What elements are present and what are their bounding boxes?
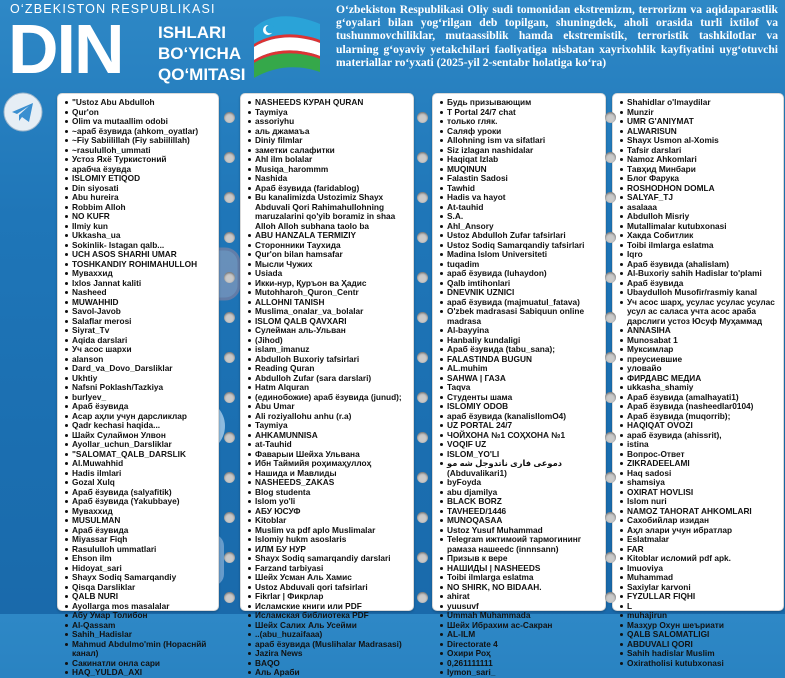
list-item: Икки-нур, Қуръон ва Ҳадис — [247, 279, 411, 289]
list-item: Directorate 4 — [439, 640, 603, 650]
list-item: S.A. — [439, 212, 603, 222]
binding-ring — [605, 592, 616, 603]
list-item: Sokinlik- Istagan qalb... — [64, 241, 216, 251]
list-item: Allohning ism va sifatlari — [439, 136, 603, 146]
list-item: Ustoz Abdulloh Zufar tafsirlari — [439, 231, 603, 241]
list-item: Haq sadosi — [619, 469, 781, 479]
list-item: ISLOM QALB QAVXARI — [247, 317, 411, 327]
list-item: yuusuvf — [439, 602, 603, 612]
flag-icon — [246, 6, 326, 80]
binding-ring — [605, 312, 616, 323]
list-item: Хакда Собитлик — [619, 231, 781, 241]
binding-ring — [605, 432, 616, 443]
list-item: ИЛМ БУ НУР — [247, 545, 411, 555]
list-item: Ayollarga mos masalalar — [64, 602, 216, 612]
list-item: Al-Qassam — [64, 621, 216, 631]
list-item: Араб ёзувида (muqorrib); — [619, 412, 781, 422]
binding-ring — [224, 392, 235, 403]
list-item: Toibi ilmlarga eslatma — [619, 241, 781, 251]
list-item: Al-Buxoriy sahih Hadislar to'plami — [619, 269, 781, 279]
list-item: Abdulloh Zufar (sara darslari) — [247, 374, 411, 384]
list-item: istina — [619, 440, 781, 450]
list-item: (единобожие) араб ёзувида (junud); — [247, 393, 411, 403]
list-item: NO SHIRK, NO BIDAAH. — [439, 583, 603, 593]
list-item: UCH ASOS SHARHI UMAR — [64, 250, 216, 260]
list-item: Исламские книги или PDF — [247, 602, 411, 612]
list-item: Блог Фарука — [619, 174, 781, 184]
list-item: Араб ёзувида (Yakubbaye) — [64, 497, 216, 507]
binding-ring — [224, 272, 235, 283]
binding-ring — [224, 592, 235, 603]
list-item: MUSULMAN — [64, 516, 216, 526]
list-item: AL-ILM — [439, 630, 603, 640]
list-item: ALLOHNI TANISH — [247, 298, 411, 308]
list-item: TOSHKANDIY ROHIMAHULLOH — [64, 260, 216, 270]
list-item: islam_imanuz — [247, 345, 411, 355]
list-item: Salaflar merosi — [64, 317, 216, 327]
list-item: аль джамаъа — [247, 127, 411, 137]
binding-ring — [417, 392, 428, 403]
binding-ring — [417, 432, 428, 443]
list-item: Nasheed — [64, 288, 216, 298]
list-item: Сахобийлар изидан — [619, 516, 781, 526]
logo-top-text: O‘ZBEKISTON RESPUBLIKASI — [10, 2, 216, 16]
list-item: Savol-Javob — [64, 307, 216, 317]
list-item: ZIKRADEELAMI — [619, 459, 781, 469]
list-item: Ahl ilm bolalar — [247, 155, 411, 165]
list-item: HAQIQAT OVOZI — [619, 421, 781, 431]
list-item: Kitoblar — [247, 516, 411, 526]
list-item: Ubaydulloh Musofir/rasmiy kanal — [619, 288, 781, 298]
binding-ring — [417, 472, 428, 483]
list-item: Shahidlar o'lmaydilar — [619, 98, 781, 108]
list-item: Bu kanalimizda Ustozimiz Shayx Abduvali Qori Rahimahullohning maruzalarini qo'yib boramiz in shaa Alloh Alloh subhana taolo ba — [247, 193, 411, 231]
list-column-3 — [432, 93, 606, 677]
binding-ring — [224, 472, 235, 483]
list-item: преусиевшие — [619, 355, 781, 365]
list-item: Kitoblar исломий pdf apk. — [619, 554, 781, 564]
list-item: Ustoz Sodiq Samarqandiy tafsirlari — [439, 241, 603, 251]
list-item: Ixlos Jannat kaliti — [64, 279, 216, 289]
list-item: Будь призывающим — [439, 98, 603, 108]
list-item: BAQO — [247, 659, 411, 669]
list-item: Falastin Sadosi — [439, 174, 603, 184]
list-item: Mahmud Abdulmo'min (Нораснйй канал) — [64, 640, 216, 659]
binding-ring — [417, 152, 428, 163]
binding-ring — [224, 352, 235, 363]
list-item: Араб ёзувида — [619, 279, 781, 289]
list-item: заметки салафитки — [247, 146, 411, 156]
list-item: Фаварыи Шейха Ульвана — [247, 450, 411, 460]
list-item: DNEVNIK UZNICI — [439, 288, 603, 298]
list-item: Ибн Таймийя роҳимаҳуллоҳ — [247, 459, 411, 469]
list-item: Din siyosati — [64, 184, 216, 194]
list-item: Ummah Muhammada — [439, 611, 603, 621]
list-item: Тавҳид Минбари — [619, 165, 781, 175]
list-item: Араб ёзувида (ahalislam) — [619, 260, 781, 270]
binding-ring — [417, 592, 428, 603]
list-item: assoriyhu — [247, 117, 411, 127]
list-item: Сулейман аль-Ульван — [247, 326, 411, 336]
list-item: NO KUFR — [64, 212, 216, 222]
list-item: Tawhid — [439, 184, 603, 194]
binding-ring — [605, 232, 616, 243]
list-item: MUQINUN — [439, 165, 603, 175]
list-item: араб ёзувида (kanalisIlomO4) — [439, 412, 603, 422]
list-item: Hanbaliy kundaligi — [439, 336, 603, 346]
list-item: Munzir — [619, 108, 781, 118]
list-item: араб ёзувида (luhaydon) — [439, 269, 603, 279]
binding-ring — [224, 552, 235, 563]
binding-ring — [224, 432, 235, 443]
list-item: Abdulloh Buxoriy tafsirlari — [247, 355, 411, 365]
list-item: Нашида и Мавлиды — [247, 469, 411, 479]
list-item: O'zbek madrasasi Sabiquun online madrasa — [439, 307, 603, 326]
list-item: Араб ёзувида — [64, 526, 216, 536]
list-item: AHKAMUNNISA — [247, 431, 411, 441]
list-item: Уч асос шарҳ, усулас усулас усулас усул ас саласа учта асос араба дарслиги устоз Юсуф Муҳаммад — [619, 298, 781, 327]
list-item: burlyev_ — [64, 393, 216, 403]
list-item: NASHEEDS КУРАН QURAN — [247, 98, 411, 108]
list-item: Olim va mutaallim odobi — [64, 117, 216, 127]
list-item: FYZULLAR FIQHI — [619, 592, 781, 602]
list-item: только гляк. — [439, 117, 603, 127]
list-item: Islom nuri — [619, 497, 781, 507]
list-item: Taymiya — [247, 421, 411, 431]
binding-ring — [605, 552, 616, 563]
list-item: Madina Islom Universiteti — [439, 250, 603, 260]
list-item: Ukkasha_ua — [64, 231, 216, 241]
list-item: Студенты шама — [439, 393, 603, 403]
list-item: Ilmiy kun — [64, 222, 216, 232]
header-text: O‘zbekiston Respublikasi Oliy sudi tomonidan ekstremizm, terrorizm va aqidaparastlik g‘oyalari bilan yog‘rilgan deb topilgan, shuningdek, aholi orasida turli ixtilof va tushunmovchiliklar, mutaassiblik hamda ekstremistik, terroristik tashkilotlar va ularning g‘oyaviy yetakchilari faoliyatiga nisbatan xayrixohlik kayfiyatini uyg‘otuvchi materiallar ro‘yxati (2025-yil 2-sentabr holatiga ko‘ra) — [336, 3, 778, 69]
list-item: BLACK BORZ — [439, 497, 603, 507]
list-item: Shayx Sodiq samarqandiy darslari — [247, 554, 411, 564]
list-item: ЧОЙХОНА №1 СОҲХОНА №1 — [439, 431, 603, 441]
list-column-4 — [612, 93, 784, 668]
list-item: MUWAHHID — [64, 298, 216, 308]
list-item: Hidoyat_sari — [64, 564, 216, 574]
list-item: уловайо — [619, 364, 781, 374]
list-item: Eslatmalar — [619, 535, 781, 545]
list-item: Robbim Alloh — [64, 203, 216, 213]
list-item: Араб ёзувида — [64, 402, 216, 412]
list-item: Шейх Ибрахим ас-Сакран — [439, 621, 603, 631]
list-item: Мысли Чужих — [247, 260, 411, 270]
binding-ring — [417, 272, 428, 283]
list-item: ABDUVALI QORI — [619, 640, 781, 650]
list-item: Diniy filmlar — [247, 136, 411, 146]
list-item: Муксимлар — [619, 345, 781, 355]
list-item: араб ёзувида (Muslihalar Madrasasi) — [247, 640, 411, 650]
list-item: Aqida darslari — [64, 336, 216, 346]
list-item: Мазҳур Охун шеъриати — [619, 621, 781, 631]
list-item: shamsiya — [619, 478, 781, 488]
list-item: NAMOZ TAHORAT AHKOMLARI — [619, 507, 781, 517]
list-item: Muslim va pdf aplo Muslimalar — [247, 526, 411, 536]
list-item: Saxiylar karvoni — [619, 583, 781, 593]
binding-ring — [224, 232, 235, 243]
list-item: Haqiqat Izlab — [439, 155, 603, 165]
list-item: Sahih hadislar Muslim — [619, 649, 781, 659]
list-item: Hadis ilmlari — [64, 469, 216, 479]
list-column-2 — [240, 93, 414, 677]
list-item: Мувахxид — [64, 507, 216, 517]
binding-ring — [605, 272, 616, 283]
list-item: ROSHODHON DOMLA — [619, 184, 781, 194]
list-item: (Jihod) — [247, 336, 411, 346]
list-item: ~Fiy Sabiilillah (Fiy sabiilillah) — [64, 136, 216, 146]
list-item: Nafsni Poklash/Tazkiya — [64, 383, 216, 393]
list-item: Асар аҳли учун дарсликлар — [64, 412, 216, 422]
list-item: UZ PORTAL 24/7 — [439, 421, 603, 431]
list-item: Саляф уроки — [439, 127, 603, 137]
list-item: Dard_va_Dovo_Darsliklar — [64, 364, 216, 374]
list-item: OXIRAT HOVLISI — [619, 488, 781, 498]
binding-ring — [417, 232, 428, 243]
list-item: Sahih_Hadislar — [64, 630, 216, 640]
list-item: Nashida — [247, 174, 411, 184]
binding-ring — [224, 112, 235, 123]
list-item: Аҳл элари учун ибратлар — [619, 526, 781, 536]
list-item: араб ёзувида (majmuatul_fatava) — [439, 298, 603, 308]
list-item: Аль Араби — [247, 668, 411, 678]
list-item: Ahl_Ansory — [439, 222, 603, 232]
list-item: Taymiya — [247, 108, 411, 118]
list-item: ISLOMIY ETIQOD — [64, 174, 216, 184]
list-item: SAHWA | ГАЗА — [439, 374, 603, 384]
list-item: AL.muhim — [439, 364, 603, 374]
list-item: Abu Umar — [247, 402, 411, 412]
list-item: ALWARISUN — [619, 127, 781, 137]
list-item: Usiada — [247, 269, 411, 279]
list-item: Qalb imtihonlari — [439, 279, 603, 289]
list-item: Telegram ижтимоий тармогининг рамаза нашееdс (innnsann) — [439, 535, 603, 554]
list-item: SALYAF_TJ — [619, 193, 781, 203]
list-item: Al-bayyina — [439, 326, 603, 336]
list-item: Gozal Xulq — [64, 478, 216, 488]
binding-ring — [224, 512, 235, 523]
list-item: Toibi ilmlarga eslatma — [439, 573, 603, 583]
list-item: Qadr kechasi haqida... — [64, 421, 216, 431]
list-item: FAR — [619, 545, 781, 555]
list-item: "Ustoz Abu Abdulloh — [64, 98, 216, 108]
binding-ring — [417, 352, 428, 363]
list-item: Muhammad — [619, 573, 781, 583]
list-item: UMR G'ANIYMAT — [619, 117, 781, 127]
list-item: Мувахxид — [64, 269, 216, 279]
binding-ring — [224, 152, 235, 163]
list-item: ukkasha_shamiy — [619, 383, 781, 393]
list-item: VOQIF UZ — [439, 440, 603, 450]
list-item: Namoz Ahkomlari — [619, 155, 781, 165]
list-item: ISLOMIY ODOB — [439, 402, 603, 412]
logo-line-1: ISHLARI — [158, 23, 226, 42]
binding-ring — [605, 152, 616, 163]
list-item: Al.Muwahhid — [64, 459, 216, 469]
list-item: Араб ёзувида (amalhayati1) — [619, 393, 781, 403]
binding-ring — [417, 192, 428, 203]
list-item: араб ёзувида (ahissrit), — [619, 431, 781, 441]
list-item: L — [619, 602, 781, 612]
list-item: Reading Quran — [247, 364, 411, 374]
list-item: FALASTINDA BUGUN — [439, 355, 603, 365]
list-item: ABU HANZALA TERMIZIY — [247, 231, 411, 241]
list-item: muhajirun — [619, 611, 781, 621]
list-item: Шейх Усман Аль Хамис — [247, 573, 411, 583]
list-item: QALB NURI — [64, 592, 216, 602]
logo — [6, 2, 336, 90]
list-item: НАШИДЫ | NASHEEDS — [439, 564, 603, 574]
list-item: Miyassar Fiqh — [64, 535, 216, 545]
list-item: Ali roziyallohu anhu (r.a) — [247, 412, 411, 422]
list-item: Араб ёзувида (nasheedlar0104) — [619, 402, 781, 412]
list-item: Qisqa Darsliklar — [64, 583, 216, 593]
list-item: Араб ёзувида (tabu_sana); — [439, 345, 603, 355]
binding-ring — [417, 552, 428, 563]
list-item: Mutohharoh_Quron_Centr — [247, 288, 411, 298]
binding-ring — [224, 312, 235, 323]
list-column-1 — [57, 93, 219, 677]
list-item: Араб ёзувида (salyafitik) — [64, 488, 216, 498]
list-item: Араб ёзувида (faridablog) — [247, 184, 411, 194]
list-item: T Portal 24/7 chat — [439, 108, 603, 118]
list-item: Mutallimalar kutubxonasi — [619, 222, 781, 232]
list-item: Tafsir darslari — [619, 146, 781, 156]
list-item: Abdulloh Misriy — [619, 212, 781, 222]
list-item: Шайх Сулаймон Улвон — [64, 431, 216, 441]
list-item: Ukhtiy — [64, 374, 216, 384]
list-item: Islom yo'li — [247, 497, 411, 507]
binding-ring — [224, 192, 235, 203]
list-item: Siz izlagan nashidalar — [439, 146, 603, 156]
list-item: Устоз Яхё Туркистоний — [64, 155, 216, 165]
list-item: alanson — [64, 355, 216, 365]
list-item: Imuoviya — [619, 564, 781, 574]
binding-ring — [605, 392, 616, 403]
list-item: Fikrlar | Фикрлар — [247, 592, 411, 602]
list-item: Iymon_sari_ — [439, 668, 603, 678]
list-item: Ehson ilm — [64, 554, 216, 564]
list-item: Уч асос шархи — [64, 345, 216, 355]
list-item: MUNOQASAA — [439, 516, 603, 526]
list-item: tuqadim — [439, 260, 603, 270]
list-item: Шейх Салих Аль Усейми — [247, 621, 411, 631]
list-item: ahirat — [439, 592, 603, 602]
list-item: арабча ёзувда — [64, 165, 216, 175]
list-item: ~rasululloh_ummati — [64, 146, 216, 156]
logo-line-3: QO‘MITASI — [158, 65, 246, 84]
list-item: Oxiratholisi kutubxonasi — [619, 659, 781, 669]
list-item: Qur'on — [64, 108, 216, 118]
list-item: Taqva — [439, 383, 603, 393]
list-item: Абу Умар Толибон — [64, 611, 216, 621]
list-item: Призыв к вере — [439, 554, 603, 564]
list-item: abu djamilya — [439, 488, 603, 498]
list-item: Ayollar_uchun_Darsliklar — [64, 440, 216, 450]
binding-ring — [417, 312, 428, 323]
list-item: ..(abu_huzaifaaa) — [247, 630, 411, 640]
telegram-icon — [3, 92, 43, 132]
list-item: "SALOMAT_QALB_DARSLIK — [64, 450, 216, 460]
list-item: Ustoz Abduvali qori tafsirlari — [247, 583, 411, 593]
list-item: Сакинатли онла сари — [64, 659, 216, 669]
list-item: АБУ ЮСУФ — [247, 507, 411, 517]
list-item: Musiqa_harommm — [247, 165, 411, 175]
binding-ring — [605, 192, 616, 203]
list-item: Muslima_onalar_va_bolalar — [247, 307, 411, 317]
list-item: Охири Роҳ — [439, 649, 603, 659]
list-item: QALB SALOMATLIGI — [619, 630, 781, 640]
logo-line-2: BO‘YICHA — [158, 44, 242, 63]
binding-ring — [605, 352, 616, 363]
list-item: Shayx Sodiq Samarqandiy — [64, 573, 216, 583]
binding-ring — [605, 112, 616, 123]
list-item: Rasululloh ummatlari — [64, 545, 216, 555]
list-item: asalaaa — [619, 203, 781, 213]
list-item: NASHEEDS_ZAKAS — [247, 478, 411, 488]
list-item: Shayx Usmon al-Xomis — [619, 136, 781, 146]
list-item: HAQ_YULDA_AXI — [64, 668, 216, 678]
list-item: Farzand tarbiyasi — [247, 564, 411, 574]
list-item: byFoyda — [439, 478, 603, 488]
binding-ring — [417, 112, 428, 123]
binding-ring — [605, 512, 616, 523]
list-item: Iqro — [619, 250, 781, 260]
list-item: 0,261111111 — [439, 659, 603, 669]
list-item: Hatm Alquran — [247, 383, 411, 393]
list-item: دموعی فاری ناتدوجل شه مو (Abduvalikari1) — [439, 459, 603, 478]
list-item: Исламская библиотека PDF — [247, 611, 411, 621]
list-item: ФИРДАВС МЕДИА — [619, 374, 781, 384]
list-item: ANNASIHA — [619, 326, 781, 336]
list-item: Munosabat 1 — [619, 336, 781, 346]
list-item: ISLOM_YO'LI — [439, 450, 603, 460]
binding-ring — [605, 472, 616, 483]
list-item: Ustoz Yusuf Muhammad — [439, 526, 603, 536]
list-item: Siyrat_Tv — [64, 326, 216, 336]
list-item: Jazira News — [247, 649, 411, 659]
list-item: ~араб ёзувида (ahkom_oyatlar) — [64, 127, 216, 137]
list-item: At-tauhid — [439, 203, 603, 213]
list-item: Blog studenta — [247, 488, 411, 498]
list-item: Islomiy hukm asoslaris — [247, 535, 411, 545]
list-item: Abu hureira — [64, 193, 216, 203]
list-item: at-Tauhid — [247, 440, 411, 450]
list-item: TAVHEED/1446 — [439, 507, 603, 517]
list-item: Qur'on bilan hamsafar — [247, 250, 411, 260]
list-item: Вопрос-Ответ — [619, 450, 781, 460]
logo-din: DIN — [8, 10, 123, 88]
list-item: Сторонники Таухида — [247, 241, 411, 251]
list-item: Hadis va hayot — [439, 193, 603, 203]
binding-ring — [417, 512, 428, 523]
